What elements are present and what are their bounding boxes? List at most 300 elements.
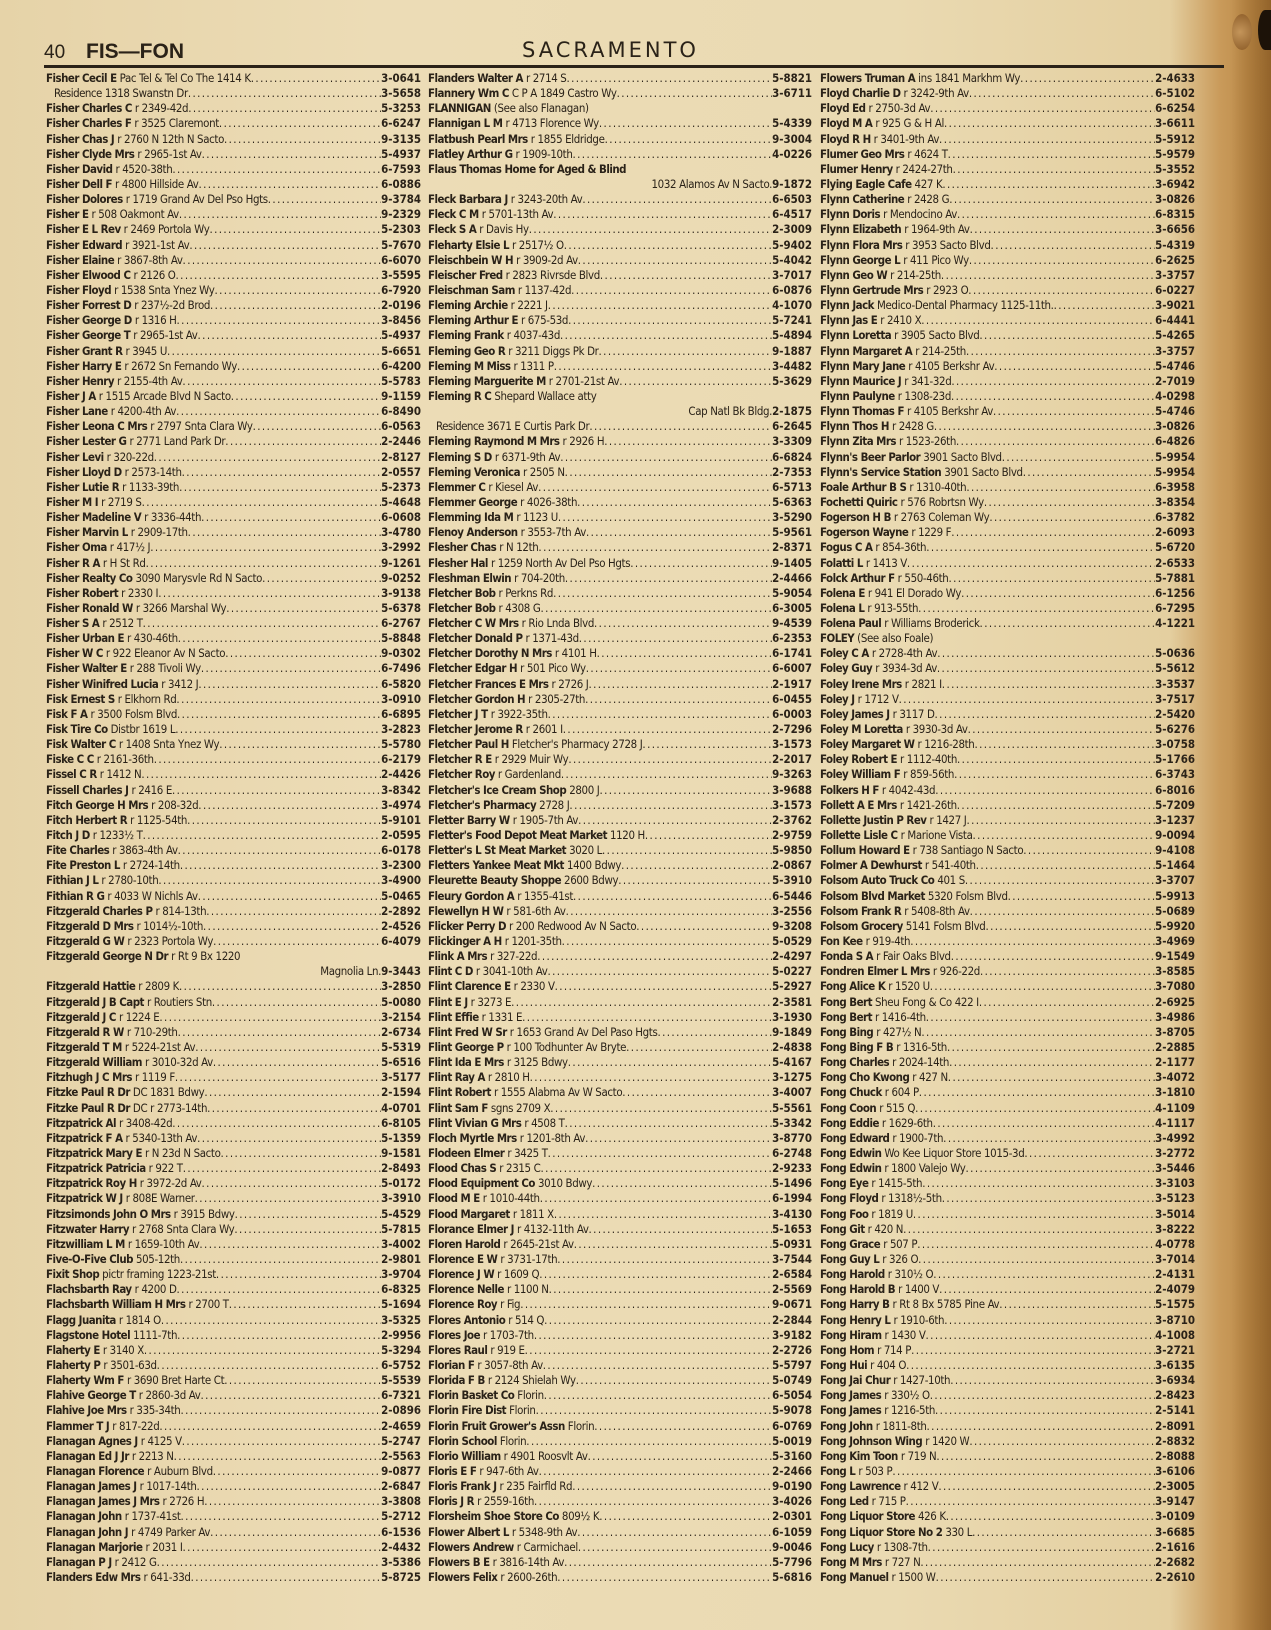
listing-phone: 5-0172: [381, 1176, 421, 1191]
listing-name: Fong Coon: [820, 1100, 877, 1115]
listing-phone: 6-2748: [772, 1145, 812, 1160]
listing-row: [428, 828, 812, 843]
listing-row: [820, 1434, 1195, 1449]
listing-name: Fonda S A: [820, 949, 874, 964]
leader-dots: [188, 101, 381, 116]
listing-row: [428, 1025, 812, 1040]
listing-phone: 5-1496: [772, 1176, 812, 1191]
listing-name: Fletcher Edgar H: [428, 661, 518, 676]
listing-phone: 2-4659: [381, 1418, 421, 1433]
leader-dots: [966, 1161, 1156, 1176]
listing-phone: 2-8088: [1155, 1448, 1195, 1463]
listing-phone: 5-9078: [772, 1403, 812, 1418]
listing-address: r 2923 O: [926, 282, 969, 297]
leader-dots: [1020, 71, 1155, 86]
leader-dots: [178, 843, 381, 858]
listing-address: r 3412 J: [161, 676, 199, 691]
listing-row: [46, 389, 421, 404]
listing-row: [428, 147, 812, 162]
listing-name: Fisher Grant R: [46, 343, 123, 358]
listing-address: 1400 Bdwy: [566, 858, 622, 873]
listing-phone: 3-0641: [381, 71, 421, 85]
listing-address: r 3867-8th Av: [117, 252, 183, 267]
listing-name: Fleming Arthur E: [428, 313, 518, 328]
listing-phone: 3-1237: [1155, 812, 1195, 827]
listing-phone: 3-7517: [1155, 691, 1195, 706]
listing-row: [428, 1555, 812, 1570]
listing-address: r N 23d N Sacto: [144, 1145, 221, 1160]
listing-phone: 5-9402: [772, 237, 812, 252]
listing-phone: 2-5420: [1155, 706, 1195, 721]
listing-address: 426 K: [917, 1509, 946, 1524]
leader-dots: [224, 1373, 381, 1388]
listing-phone: 6-8016: [1155, 782, 1195, 797]
listing-row: [820, 661, 1195, 676]
listing-row: [46, 1434, 421, 1449]
listing-row: [428, 1525, 812, 1540]
listing-phone: 3-5446: [1155, 1161, 1195, 1176]
listing-phone: 2-0557: [381, 464, 421, 479]
listing-address: r 1371-43d: [525, 631, 579, 646]
listing-name: Fong Edwin: [820, 1145, 882, 1160]
listing-phone: 5-5612: [1155, 661, 1195, 676]
listing-address: 1318 Swanstn Dr: [104, 86, 188, 101]
listing-name: Fong Johnson Wing: [820, 1433, 923, 1448]
listing-name: Flaus Thomas Home for Aged & Blind: [428, 161, 626, 176]
listing-phone: 5-1766: [1155, 752, 1195, 767]
listing-phone: 2-1917: [772, 676, 812, 691]
listing-phone: 3-1573: [772, 797, 812, 812]
listing-name: Fong Led: [820, 1494, 869, 1509]
listing-address: r 859-56th: [903, 767, 955, 782]
listing-phone: 5-6516: [381, 1055, 421, 1070]
listing-address: r 430-46th: [126, 631, 178, 646]
listing-address: r 854-36th: [875, 540, 927, 555]
listing-address: r 3242-9th Av: [903, 86, 969, 101]
listing-address: r N 12th: [499, 540, 539, 555]
listing-address: 1032 Alamos Av N Sacto.: [651, 176, 773, 191]
listing-phone: 2-1616: [1155, 1539, 1195, 1554]
listing-row: [820, 540, 1195, 555]
listing-phone: 3-4026: [772, 1494, 812, 1509]
listing-row: [46, 692, 421, 707]
listing-name: Fisher Henry: [46, 373, 115, 388]
listing-name: Fitzgerald R W: [46, 1024, 124, 1039]
listing-phone: 3-9182: [772, 1327, 812, 1342]
listing-name: Florio William: [428, 1448, 501, 1463]
listing-row: [820, 1388, 1195, 1403]
listing-phone: 3-6934: [1155, 1373, 1195, 1388]
listing-name: Fong Cho Kwong: [820, 1070, 910, 1085]
listing-name: Fitzgerald J B Capt: [46, 994, 144, 1009]
directory-continuation: [46, 964, 421, 979]
listing-address: r 3921-1st Av: [125, 237, 190, 252]
leader-dots: [214, 283, 381, 298]
leader-dots: [547, 964, 772, 979]
listing-phone: 2-1594: [381, 1085, 421, 1100]
leader-dots: [187, 813, 381, 828]
leader-dots: [522, 1010, 772, 1025]
listing-name: Fondren Elmer L Mrs: [820, 964, 930, 979]
listing-row: [46, 677, 421, 692]
listing-phone: 2-6584: [772, 1267, 812, 1282]
listing-address: 3901 Sacto Blvd: [944, 464, 1023, 479]
directory-column-3: [820, 71, 1195, 1585]
listing-phone: 5-2373: [381, 479, 421, 494]
listing-address: r 1316-5th: [896, 1040, 947, 1054]
leader-dots: [191, 1570, 382, 1585]
listing-name: Flood Equipment Co: [428, 1176, 535, 1191]
listing-name: Fleming R C: [428, 388, 492, 403]
listing-address: r 1119 F: [134, 1070, 175, 1085]
listing-row: [46, 177, 421, 192]
listing-address: r 1229 F: [911, 525, 952, 540]
listing-address: r 1415-5th: [871, 1176, 923, 1191]
listing-row: [46, 1237, 421, 1252]
listing-name: Fogerson H B: [820, 510, 891, 525]
listing-name: Florence J W: [428, 1267, 495, 1282]
listing-name: Fitch Herbert R: [46, 812, 128, 827]
leader-dots: [966, 813, 1155, 828]
listing-phone: 6-6254: [1155, 101, 1195, 116]
listing-address: (See also Flanagan): [493, 101, 589, 116]
listing-phone: 2-2892: [381, 903, 421, 918]
leader-dots: [561, 767, 772, 782]
listing-address: r 1137-42d: [517, 282, 572, 297]
listing-address: r 501 Pico Wy: [520, 661, 586, 676]
listing-row: [820, 1540, 1195, 1555]
listing-row: [820, 268, 1195, 283]
leader-dots: [920, 1555, 1155, 1570]
listing-row: [46, 1509, 421, 1524]
leader-dots: [565, 465, 772, 480]
listing-name: Fleck Barbara J: [428, 192, 508, 207]
listing-row: [428, 480, 812, 495]
listing-address: r 4901 Roosvlt Av: [503, 1448, 588, 1463]
leader-dots: [969, 253, 1155, 268]
listing-row: [46, 1025, 421, 1040]
leader-dots: [555, 979, 772, 994]
listing-phone: 6-1256: [1155, 585, 1195, 600]
listing-name: Fong Edwin: [820, 1161, 882, 1176]
listing-address: r 1555 Alabma Av W Sacto: [493, 1085, 623, 1100]
listing-phone: 4-0298: [1155, 388, 1195, 403]
listing-address: r 2726 J: [551, 676, 589, 691]
listing-row: [428, 677, 812, 692]
listing-row: [820, 1464, 1195, 1479]
leader-dots: [554, 1207, 772, 1222]
listing-name: Folck Arthur F: [820, 570, 895, 585]
listing-phone: 3-0910: [381, 691, 421, 706]
listing-phone: 3-9021: [1155, 298, 1195, 313]
listing-address: r 727 N: [884, 1554, 921, 1569]
listing-row: [46, 919, 421, 934]
listing-address: r 4101 H: [554, 646, 597, 661]
listing-row: [46, 1101, 421, 1116]
listing-address: r 214-25th: [890, 267, 941, 282]
listing-row: [46, 707, 421, 722]
listing-phone: 3-5290: [772, 510, 812, 525]
listing-phone: 5-4746: [1155, 358, 1195, 373]
listing-name: Fong Lawrence: [820, 1479, 901, 1494]
listing-address: r 200 Redwood Av N Sacto: [509, 918, 637, 933]
listing-phone: 2-9759: [772, 828, 812, 843]
leader-dots: [944, 1313, 1155, 1328]
listing-row: [46, 238, 421, 253]
listing-name: Fisher Chas J: [46, 131, 115, 146]
listing-name: Fisher Lutie R: [46, 479, 120, 494]
listing-phone: 6-8105: [381, 1115, 421, 1130]
listing-name: Flenoy Anderson: [428, 525, 518, 540]
listing-name: Flynn Thos H: [820, 419, 889, 434]
listing-address: r 2161-36th: [96, 752, 154, 767]
directory-heading: [820, 631, 1195, 646]
listing-row: [820, 798, 1195, 813]
listing-address: r 2724-14th: [122, 858, 180, 873]
listing-phone: 6-7321: [381, 1388, 421, 1403]
leader-dots: [935, 1403, 1155, 1418]
listing-address: Florin: [517, 1388, 544, 1403]
listing-name: Fogus C A: [820, 540, 873, 555]
leader-dots: [622, 1085, 772, 1100]
listing-address: r 2714 S: [525, 71, 567, 85]
listing-row: [820, 858, 1195, 873]
listing-address: r 2750-3d Av: [868, 101, 931, 116]
listing-phone: 5-5539: [381, 1373, 421, 1388]
leader-dots: [562, 934, 772, 949]
leader-dots: [206, 904, 381, 919]
listing-phone: 2-0301: [772, 1509, 812, 1524]
leader-dots: [942, 177, 1155, 192]
listing-name: Fong Harold B: [820, 1282, 896, 1297]
leader-dots: [948, 571, 1155, 586]
listing-name: Flowers B E: [428, 1554, 490, 1569]
listing-name: Fong Foo: [820, 1206, 869, 1221]
listing-row: [820, 1040, 1195, 1055]
listing-address: 2728 J: [539, 797, 570, 812]
listing-name: Flynn Elizabeth: [820, 222, 902, 237]
listing-name: Fisher Edward: [46, 237, 123, 252]
listing-name: Flammer T J: [46, 1418, 110, 1433]
leader-dots: [198, 677, 381, 692]
listing-row: [820, 1479, 1195, 1494]
listing-row: [428, 752, 812, 767]
leader-dots: [197, 1479, 382, 1494]
leader-dots: [212, 995, 381, 1010]
listing-row: [428, 86, 812, 101]
listing-address: r 1014½-10th: [136, 918, 204, 933]
listing-address: r 411 Pico Wy: [903, 252, 969, 267]
leader-dots: [157, 1555, 382, 1570]
leader-dots: [195, 1191, 381, 1206]
listing-phone: 2-2844: [772, 1312, 812, 1327]
listing-phone: 5-4529: [381, 1206, 421, 1221]
listing-row: [428, 132, 812, 147]
leader-dots: [980, 616, 1156, 631]
listing-address: r 1659-10th Av: [127, 1236, 200, 1251]
leader-dots: [1002, 450, 1155, 465]
listing-row: [428, 1464, 812, 1479]
listing-phone: 2-7019: [1155, 373, 1195, 388]
listing-phone: 3-8456: [381, 313, 421, 328]
listing-row: [428, 843, 812, 858]
listing-row: [428, 1010, 812, 1025]
leader-dots: [1023, 465, 1155, 480]
leader-dots: [589, 419, 772, 434]
listing-address: r 2965-1st Av: [133, 328, 198, 343]
listing-row: [820, 1449, 1195, 1464]
listing-row: [820, 480, 1195, 495]
listing-name: Flahive Joe Mrs: [46, 1403, 127, 1418]
listing-name: Fletters Yankee Meat Mkt: [428, 858, 564, 873]
listing-phone: 5-0689: [1155, 903, 1195, 918]
listing-name: Foley C A: [820, 646, 869, 661]
listing-phone: 5-6816: [772, 1569, 812, 1584]
listing-name: Fixit Shop: [46, 1267, 100, 1282]
listing-row: [428, 495, 812, 510]
listing-address: r 817-22d: [112, 1418, 160, 1433]
listing-address: r 327-22d: [490, 949, 538, 964]
listing-name: Fisher Lloyd D: [46, 464, 122, 479]
listing-phone: 2-5569: [772, 1282, 812, 1297]
listing-phone: 2-0196: [381, 298, 421, 313]
listing-phone: 3-7080: [1155, 979, 1195, 994]
listing-phone: 3-8222: [1155, 1221, 1195, 1236]
listing-address: r 1201-35th: [504, 934, 562, 949]
listing-row: [428, 1222, 812, 1237]
listing-name: Fong Chuck: [820, 1085, 882, 1100]
leader-dots: [221, 1146, 382, 1161]
listing-phone: 3-6942: [1155, 176, 1195, 191]
listing-row: [820, 949, 1195, 964]
listing-row: [46, 904, 421, 919]
listing-name: Fisher R A: [46, 555, 100, 570]
listing-phone: 2-8493: [381, 1161, 421, 1176]
listing-phone: 6-1059: [772, 1524, 812, 1539]
listing-name: Fleischbein W H: [428, 252, 514, 267]
listing-row: [428, 571, 812, 586]
listing-address: r 3010-32d Av: [144, 1055, 213, 1070]
leader-dots: [564, 1555, 772, 1570]
listing-name: Fitzgerald Charles P: [46, 903, 153, 918]
listing-phone: 6-0876: [772, 282, 812, 297]
leader-dots: [985, 919, 1155, 934]
listing-phone: 3-4007: [772, 1085, 812, 1100]
directory-column-1: [46, 71, 421, 1585]
listing-row: [820, 1131, 1195, 1146]
leader-dots: [961, 586, 1155, 601]
listing-phone: 2-2466: [772, 1463, 812, 1478]
listing-name: Flores Raul: [428, 1342, 488, 1357]
listing-phone: 3-2992: [381, 540, 421, 555]
listing-phone: 5-4937: [381, 146, 421, 161]
listing-phone: 6-2645: [772, 419, 812, 434]
listing-address: r 2124 Shielah Wy: [487, 1373, 576, 1388]
listing-name: Fisher Clyde Mrs: [46, 146, 135, 161]
listing-name: Fong Hui: [820, 1357, 868, 1372]
listing-address: r 1331 E: [481, 1009, 523, 1024]
listing-phone: 3-1810: [1155, 1085, 1195, 1100]
leader-dots: [566, 71, 772, 86]
listing-row: [428, 1207, 812, 1222]
listing-address: r 4105 Berkshr Av: [906, 404, 993, 419]
leader-dots: [957, 207, 1155, 222]
leader-dots: [534, 1328, 772, 1343]
listing-address: r 3915 Bdwy: [173, 1206, 235, 1221]
leader-dots: [965, 873, 1155, 888]
leader-dots: [578, 1540, 772, 1555]
listing-address: r 814-13th: [155, 903, 207, 918]
listing-phone: 5-4167: [772, 1055, 812, 1070]
listing-name: Fiske C C: [46, 752, 94, 767]
listing-name: Flint Sam F: [428, 1100, 488, 1115]
listing-name: Flodeen Elmer: [428, 1145, 505, 1160]
leader-dots: [529, 222, 772, 237]
leader-dots: [229, 1297, 381, 1312]
listing-name: Folatti L: [820, 555, 863, 570]
listing-row: [820, 434, 1195, 449]
leader-dots: [534, 1494, 772, 1509]
listing-row: [820, 677, 1195, 692]
listing-row: [428, 207, 812, 222]
listing-address: 2600 Bdwy: [564, 873, 619, 888]
listing-address: Wo Kee Liquor Store 1015-3d: [884, 1145, 1025, 1160]
leader-dots: [948, 1070, 1155, 1085]
leader-dots: [957, 798, 1155, 813]
listing-address: r 514 Q: [508, 1312, 545, 1327]
listing-row: [428, 783, 812, 798]
leader-dots: [915, 1101, 1155, 1116]
listing-name: Fitzwater Harry: [46, 1221, 130, 1236]
listing-address: r 2330 V: [513, 979, 555, 994]
listing-row: [46, 207, 421, 222]
listing-phone: 6-3782: [1155, 510, 1195, 525]
listing-address: r 3140 X: [102, 1342, 144, 1357]
leader-dots: [262, 571, 381, 586]
listing-phone: 2-8127: [381, 449, 421, 464]
listing-phone: 3-8354: [1155, 494, 1195, 509]
listing-name: Fleshman Elwin: [428, 570, 512, 585]
listing-address: r 2349-42d: [134, 101, 189, 116]
listing-name: Foley James J: [820, 706, 890, 721]
page-number: 40: [44, 42, 66, 63]
leader-dots: [585, 692, 772, 707]
listing-name: Fong Harold: [820, 1267, 885, 1282]
leader-dots: [928, 1540, 1155, 1555]
listing-row: [428, 889, 812, 904]
listing-phone: 6-6824: [772, 449, 812, 464]
leader-dots: [935, 783, 1155, 798]
listing-address: r 3500 Folsm Blvd: [90, 706, 177, 721]
listing-row: [428, 450, 812, 465]
listing-row: [820, 192, 1195, 207]
listing-row: [428, 904, 812, 919]
listing-name: Fletcher Gordon H: [428, 691, 526, 706]
listing-address: r 4308 G: [498, 600, 541, 615]
listing-row: [820, 1328, 1195, 1343]
listing-phone: 2-6093: [1155, 525, 1195, 540]
listing-address: Florin: [567, 1418, 595, 1433]
listing-row: [428, 646, 812, 661]
listing-row: [820, 767, 1195, 782]
leader-dots: [892, 1464, 1155, 1479]
listing-address: r 1712 V: [857, 691, 899, 706]
listing-address: r Mendocino Av: [883, 207, 957, 222]
listing-row: [820, 1555, 1195, 1570]
listing-row: [820, 1494, 1195, 1509]
leader-dots: [600, 268, 772, 283]
listing-row: [428, 692, 812, 707]
